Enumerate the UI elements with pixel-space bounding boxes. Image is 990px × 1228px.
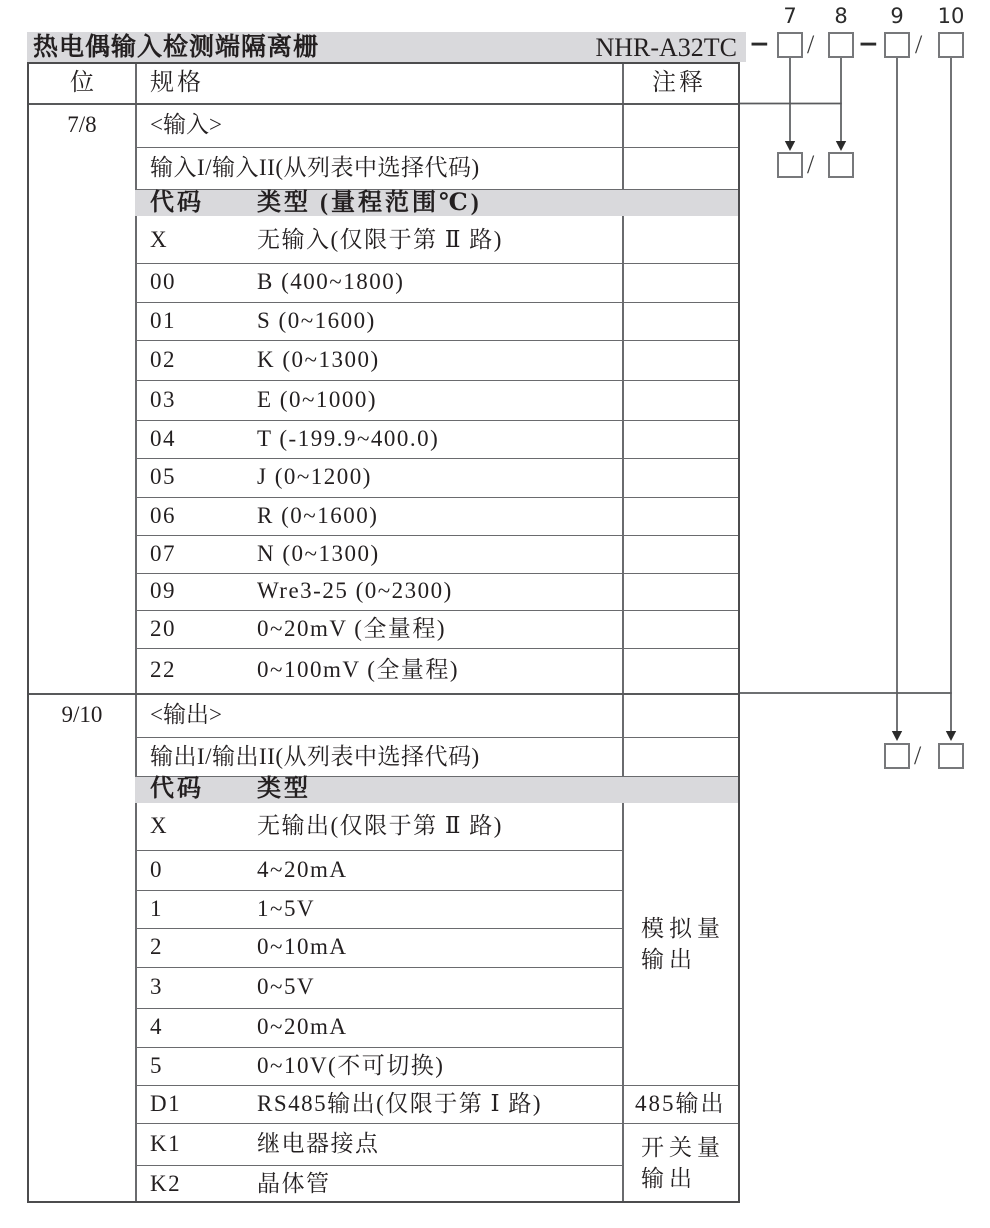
row-border [135, 890, 624, 891]
spec-table [27, 62, 740, 1203]
code-cell: 5 [150, 1053, 163, 1078]
target-box-output-2 [938, 743, 964, 769]
section-subtitle: 输入I/输入II(从列表中选择代码) [150, 155, 480, 180]
code-cell: 02 [150, 347, 176, 372]
target-box-input-1 [777, 152, 803, 178]
type-cell: RS485输出(仅限于第 Ⅰ 路) [257, 1091, 543, 1116]
row-border [135, 497, 738, 498]
row-border [135, 737, 738, 738]
note-analog-output [641, 913, 725, 975]
note-switch-output [641, 1132, 725, 1194]
row-border [135, 776, 738, 777]
code-box-9 [884, 32, 910, 58]
digit-label-10: 10 [937, 4, 965, 28]
column-divider [135, 64, 137, 1201]
type-cell: 0~100mV (全量程) [257, 657, 460, 682]
row-border [135, 263, 738, 264]
code-cell: 22 [150, 657, 176, 682]
type-cell: T (-199.9~400.0) [257, 426, 440, 451]
code-col-header: 代码 [150, 190, 204, 216]
row-border [135, 1165, 624, 1166]
type-cell: N (0~1300) [257, 541, 380, 566]
code-cell: 3 [150, 974, 163, 999]
note-line: 输出 [641, 1166, 697, 1191]
code-cell: 06 [150, 503, 176, 528]
row-border [135, 147, 738, 148]
type-col-header: 类型 [257, 776, 311, 802]
model-code: NHR-A32TC [595, 33, 737, 62]
section-subtitle: 输出I/输出II(从列表中选择代码) [150, 744, 480, 769]
row-border [135, 1047, 624, 1048]
note-line: 模拟量 [641, 916, 725, 941]
type-cell: 0~10mA [257, 934, 348, 959]
type-cell: J (0~1200) [257, 464, 372, 489]
digit-label-8: 8 [834, 4, 848, 28]
type-cell: B (400~1800) [257, 269, 405, 294]
type-cell: 1~5V [257, 896, 316, 921]
type-cell: E (0~1000) [257, 387, 378, 412]
code-cell: 4 [150, 1014, 163, 1039]
slash-separator: / [914, 741, 922, 770]
row-border [135, 340, 738, 341]
row-border [135, 573, 738, 574]
type-cell: 4~20mA [257, 857, 348, 882]
code-box-8 [828, 32, 854, 58]
code-cell: 01 [150, 308, 176, 333]
row-border [135, 1008, 624, 1009]
code-cell: 0 [150, 857, 163, 882]
code-cell: 20 [150, 616, 176, 641]
digit-label-9: 9 [890, 4, 904, 28]
type-cell: 0~5V [257, 974, 316, 999]
type-cell: S (0~1600) [257, 308, 376, 333]
code-cell: K1 [150, 1131, 182, 1156]
code-box-10 [938, 32, 964, 58]
row-border [135, 420, 738, 421]
type-cell: K (0~1300) [257, 347, 380, 372]
note-rs485-output: 485输出 [635, 1091, 726, 1116]
row-border [29, 103, 738, 105]
row-border [135, 302, 738, 303]
code-cell: 2 [150, 934, 163, 959]
code-cell: X [150, 227, 169, 252]
dash-separator: − [858, 29, 879, 58]
row-border [135, 967, 624, 968]
type-cell: 0~20mV (全量程) [257, 616, 447, 641]
slash-separator: / [807, 150, 815, 179]
code-box-7 [777, 32, 803, 58]
type-cell: 继电器接点 [257, 1131, 380, 1156]
slash-separator: / [807, 30, 815, 59]
type-cell: 0~10V(不可切换) [257, 1053, 445, 1078]
code-header-band [135, 777, 738, 803]
dash-separator: − [749, 29, 770, 58]
col-header-position: 位 [70, 70, 94, 96]
code-cell: 09 [150, 578, 176, 603]
column-divider [622, 64, 624, 1201]
type-cell: 0~20mA [257, 1014, 348, 1039]
row-border [135, 458, 738, 459]
col-header-note: 注释 [652, 70, 706, 96]
row-border [135, 380, 738, 381]
row-border [135, 648, 738, 649]
type-cell: 无输入(仅限于第 Ⅱ 路) [257, 227, 503, 252]
digit-label-7: 7 [783, 4, 797, 28]
code-cell: X [150, 813, 169, 838]
arrowhead-icons [785, 141, 956, 741]
group-label: <输出> [150, 702, 222, 727]
type-cell: Wre3-25 (0~2300) [257, 578, 453, 603]
col-header-spec: 规格 [150, 70, 204, 96]
note-line: 开关量 [641, 1135, 725, 1160]
row-border [135, 1123, 738, 1124]
section-divider [29, 693, 738, 695]
title-bar [27, 32, 746, 62]
type-cell: R (0~1600) [257, 503, 379, 528]
slash-separator: / [915, 30, 923, 59]
code-cell: 00 [150, 269, 176, 294]
position-cell: 9/10 [61, 702, 103, 727]
code-cell: 04 [150, 426, 176, 451]
code-cell: 07 [150, 541, 176, 566]
row-border [135, 850, 624, 851]
row-border [135, 928, 624, 929]
type-cell: 无输出(仅限于第 Ⅱ 路) [257, 813, 503, 838]
code-cell: 05 [150, 464, 176, 489]
code-cell: K2 [150, 1171, 182, 1196]
row-border [135, 1085, 738, 1086]
row-border [135, 535, 738, 536]
position-cell: 7/8 [67, 112, 97, 137]
type-col-header: 类型 (量程范围℃) [257, 190, 482, 216]
code-cell: 1 [150, 896, 163, 921]
target-box-output-1 [884, 743, 910, 769]
code-col-header: 代码 [150, 776, 204, 802]
type-cell: 晶体管 [257, 1171, 331, 1196]
page-title: 热电偶输入检测端隔离栅 [33, 34, 320, 61]
target-box-input-2 [828, 152, 854, 178]
group-label: <输入> [150, 112, 222, 137]
row-border [135, 610, 738, 611]
code-cell: 03 [150, 387, 176, 412]
note-line: 输出 [641, 947, 697, 972]
code-cell: D1 [150, 1091, 182, 1116]
